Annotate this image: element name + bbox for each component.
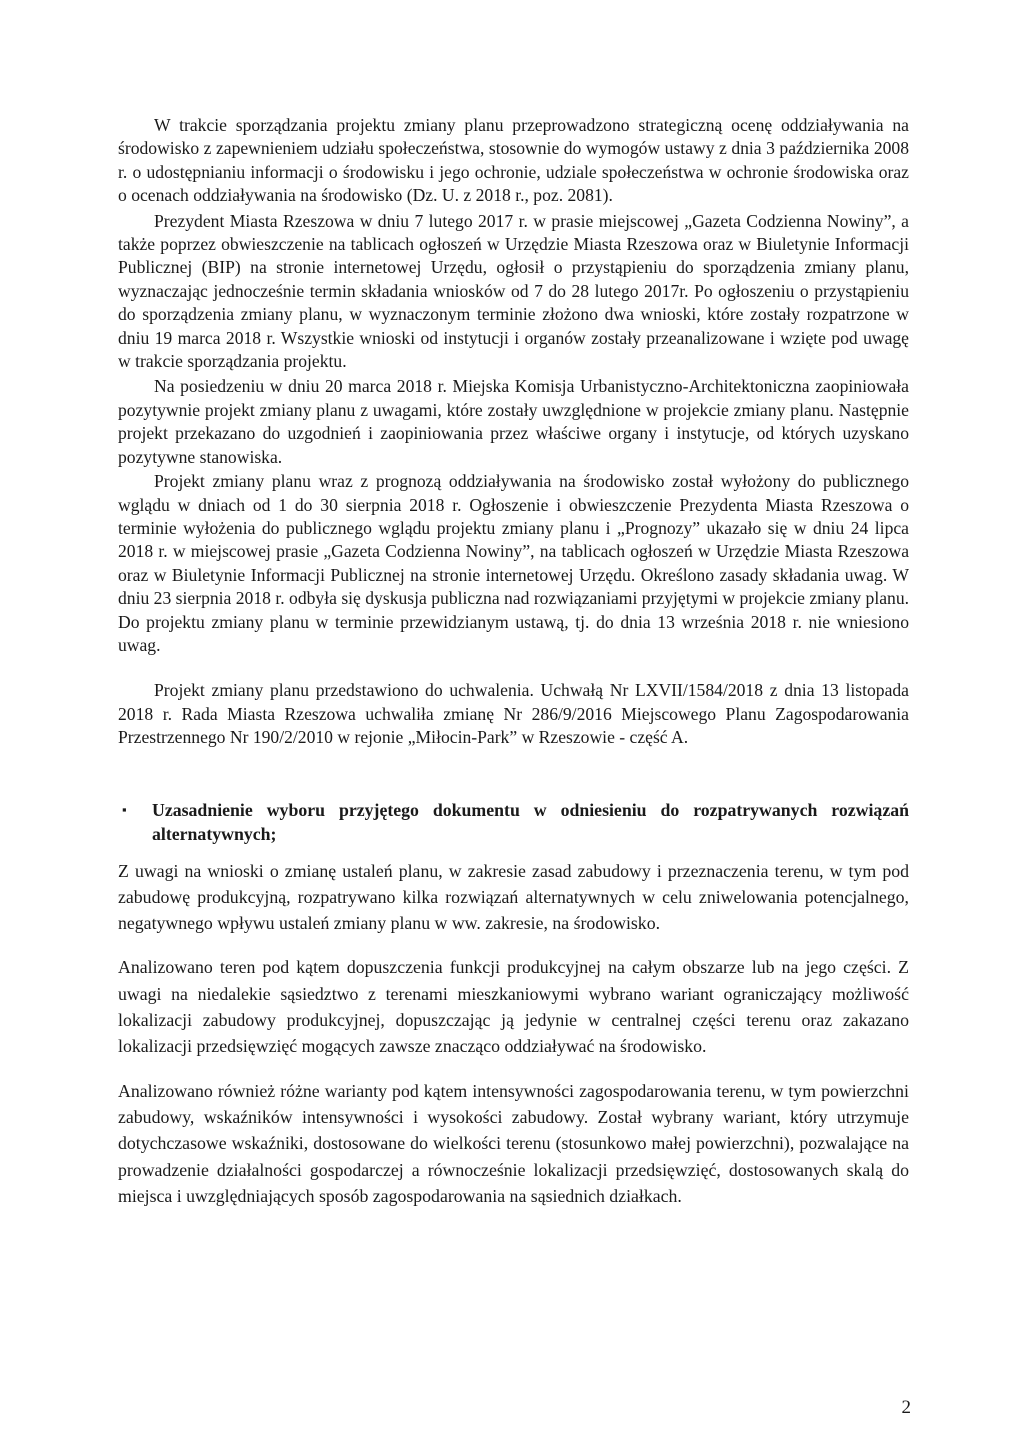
section-heading-text: Uzasadnienie wyboru przyjętego dokumentu w odniesieniu do rozpatrywanych rozwiązań alternatywnych; <box>152 799 909 844</box>
paragraph-commission-meeting: Na posiedzeniu w dniu 20 marca 2018 r. Miejska Komisja Urbanistyczno-Architektoniczna zaopiniowała pozytywnie projekt zmiany planu z uwagami, które zostały uwzględnione w projekcie zmiany planu. Następnie projekt przekazano do uzgodnień i zaopiniowania przez właściwe organy i instytucje, od których uzyskano pozytywne stanowiska. <box>118 376 909 467</box>
paragraph-public-display: Projekt zmiany planu wraz z prognozą oddziaływania na środowisko został wyłożony do publicznego wglądu w dniach od 1 do 30 sierpnia 2018 r. Ogłoszenie i obwieszczenie Prezydenta Miasta Rzeszowa o terminie wyłożenia do publicznego wglądu projektu zmiany planu i „Prognozy” ukazało się w dniu 24 lipca 2018 r. w miejscowej prasie „Gazeta Codzienna Nowiny”, na tablicach ogłoszeń w Urzędzie Miasta Rzeszowa oraz w Biuletynie Informacji Publicznej na stronie internetowej Urzędu. Określono zasady składania uwag. W dniu 23 sierpnia 2018 r. odbyła się dyskusja publiczna nad rozwiązaniami przyjętymi w projekcie zmiany planu. Do projektu zmiany planu w terminie przewidzianym ustawą, tj. do dnia 13 września 2018 r. nie wniesiono uwag. <box>118 471 910 655</box>
paragraph-resolution: Projekt zmiany planu przedstawiono do uchwalenia. Uchwałą Nr LXVII/1584/2018 z dnia 13 listopada 2018 r. Rada Miasta Rzeszowa uchwaliła zmianę Nr 286/9/2016 Miejscowego Planu Zagospodarowania Przestrzennego Nr 190/2/2010 w rejonie „Miłocin-Park” w Rzeszowie - część A. <box>118 680 909 748</box>
paragraph-strategic-assessment: W trakcie sporządzania projektu zmiany planu przeprowadzono strategiczną ocenę oddziaływania na środowisko z zapewnieniem udziału społeczeństwa, stosownie do wymogów ustawy z dnia 3 października 2008 r. o udostępnianiu informacji o środowisku i jego ochronie, udziale społeczeństwa w ochronie środowiska oraz o ocenach oddziaływania na środowisko (Dz. U. z 2018 r., poz. 2081). <box>118 115 909 206</box>
section-heading <box>118 798 909 846</box>
paragraph-production-function: Analizowano teren pod kątem dopuszczenia funkcji produkcyjnej na całym obszarze lub na jego części. Z uwagi na niedalekie sąsiedztwo z terenami mieszkaniowymi wybrano wariant ograniczający możliwość lokalizacji zabudowy produkcyjnej, dopuszczając ją jedynie w centralnej części terenu oraz zakazano lokalizacji przedsięwzięć mogących zawsze znacząco oddziaływać na środowisko. <box>118 957 909 1057</box>
paragraph-alternatives-intro: Z uwagi na wnioski o zmianę ustaleń planu, w zakresie zasad zabudowy i przeznaczenia terenu, w tym pod zabudowę produkcyjną, rozpatrywano kilka rozwiązań alternatywnych w celu zniwelowania potencjalnego, negatywnego wpływu ustaleń zmiany planu w ww. zakresie, na środowisko. <box>118 860 909 934</box>
paragraph-announcement: Prezydent Miasta Rzeszowa w dniu 7 lutego 2017 r. w prasie miejscowej „Gazeta Codzienna Nowiny”, a także poprzez obwieszczenie na tablicach ogłoszeń w Urzędzie Miasta Rzeszowa oraz w Biuletynie Informacji Publicznej (BIP) na stronie internetowej Urzędu, ogłosił o przystąpieniu do sporządzenia zmiany planu, wyznaczając jednocześnie termin składania wniosków od 7 do 28 lutego 2017r. Po ogłoszeniu o przystąpieniu do sporządzenia zmiany planu, w wyznaczonym terminie złożono dwa wnioski, które zostały rozpatrzone w dniu 19 marca 2018 r. Wszystkie wnioski od instytucji i organów zostały przeanalizowane i wzięte pod uwagę w trakcie sporządzania projektu. <box>118 210 909 372</box>
paragraph-intensity-variants: Analizowano również różne warianty pod kątem intensywności zagospodarowania terenu, w tym powierzchni zabudowy, wskaźników intensywności i wysokości zabudowy. Został wybrany wariant, który utrzymuje dotychczasowe wskaźniki, dostosowane do wielkości terenu (stosunkowo małej powierzchni), pozwalające na prowadzenie działalności gospodarczej a równocześnie lokalizacji przedsięwzięć, dostosowanych skalą do miejsca i uwzględniających sposób zagospodarowania na sąsiednich działkach. <box>118 1080 909 1206</box>
bullet-icon: ▪ <box>122 801 127 817</box>
page-number: 2 <box>901 1397 911 1418</box>
